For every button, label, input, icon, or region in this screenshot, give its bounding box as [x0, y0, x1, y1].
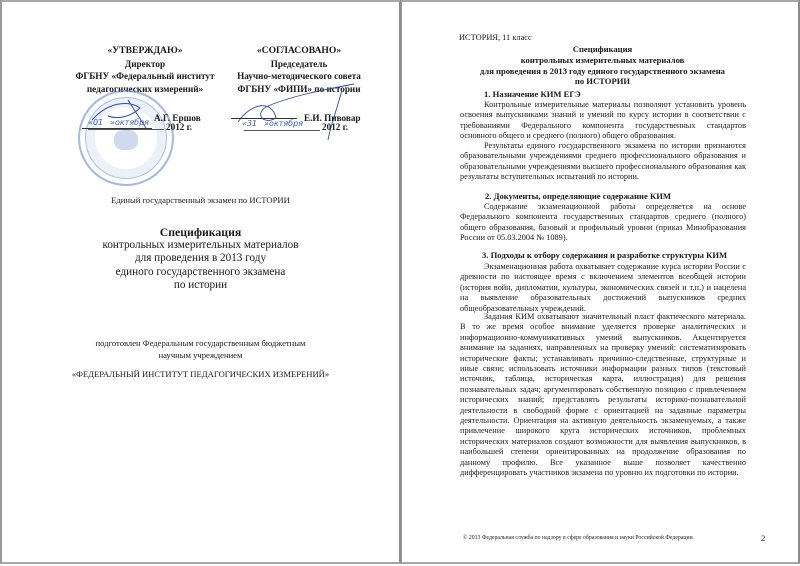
agreement-date-year: 2012 г.: [322, 122, 349, 132]
approval-date-day: «01: [88, 118, 104, 127]
paragraph: Содержание экзаменационной работы определяется на основе Федерального компонента государственных стандартов среднего (полного) общего образования, базовый и профильный уровни (приказ Минобразования России от 05.03.2004 № 1089).: [460, 202, 746, 243]
paragraph: Результаты единого государственного экзамена по истории признаются образовательными учреждениями среднего профессионального образования и образовательными учреждениями высшего профессионального образования как результаты вступительных испытаний по истории.: [460, 141, 746, 182]
paragraph: Экзаменационная работа охватывает содержание курса истории России с древности по настоящее время с включением элементов всеобщей истории (история войн, дипломатии, культуры, экономических связей и т.п.) и нацелена на выявление образовательных достижений выпускников средних общеобразовательных учреждений.: [460, 262, 746, 313]
spec-title-line: контрольных измерительных материалов: [520, 54, 685, 65]
section-heading-1: 1. Назначение КИМ ЕГЭ: [484, 89, 581, 99]
cover-spec-line: контрольных измерительных материалов: [102, 239, 299, 252]
page-footer: © 2013 Федеральная служба по надзору в сфере образования и науки Российской Федерации: [463, 535, 693, 541]
approval-org-line2: педагогических измерений»: [86, 83, 204, 94]
cover-spec-line: для проведения в 2013 году: [134, 252, 267, 265]
cover-specification: [0, 226, 401, 292]
approver-name: А.Г. Ершов: [154, 113, 201, 123]
approval-org-line1: ФГБНУ «Федеральный институт: [75, 71, 215, 82]
spec-title-block: [460, 44, 745, 87]
approval-date-month: »октября: [110, 118, 149, 127]
section-heading-3: 3. Подходы к отбору содержания и разработке структуры КИМ: [482, 250, 728, 260]
agreement-org-line2: ФГБНУ «ФИПИ» по истории: [237, 83, 361, 94]
approval-block: [60, 45, 230, 95]
spec-title: Спецификация: [572, 44, 633, 54]
paragraph: Задания КИМ охватывают значительный пласт фактического материала. В то же время особое внимание уделяется проверке аналитических и информационно-коммуникативных умений выпускников. Акцентируется внимание на заданиях, направленных на проверку умений: систематизировать исторические факты; устанавливать причинно-следственные, структурные и иные связи; использовать источники информации разных типов (текстовый источник, таблица, историческая карта, иллюстрация) для решения познавательных задач; аргументировать собственную позицию с привлечением исторических знаний; представлять результаты историко-познавательной деятельности в свободной форме с ориентацией на заданные параметры деятельности. Ориентация на активную деятельность экзаменуемых, а также привлечение широкого круга исторических источников, проблемных исторических материалов создают возможности для выявления выпускников, в наибольшей степени ориентированных на продолжение образования по данному профилю. Все указанное выше позволяет качественно дифференцировать участников экзамена по уровню их подготовки по истории.: [460, 312, 746, 478]
agreement-role: Председатель: [270, 58, 328, 69]
approval-title: «УТВЕРЖДАЮ»: [107, 45, 183, 56]
page-number: 2: [761, 533, 766, 543]
signature-icon: [232, 82, 362, 142]
approval-date-year: 2012 г.: [166, 122, 193, 132]
exam-title: Единый государственный экзамен по ИСТОРИИ: [111, 195, 290, 205]
spec-title-line: по ИСТОРИИ: [574, 76, 631, 87]
section-heading-2: 2. Документы, определяющие содержание КИМ: [485, 191, 671, 201]
agreement-name: Е.И. Пивовар: [304, 113, 361, 123]
agreement-title: «СОГЛАСОВАНО»: [256, 45, 342, 56]
spec-title-line: для проведения в 2013 году единого государственного экзамена: [480, 65, 725, 76]
running-header: ИСТОРИЯ, 11 класс: [459, 33, 532, 42]
approval-role: Директор: [124, 58, 166, 69]
agreement-date-day: «31: [242, 119, 258, 128]
prepared-by-line: научным учреждением: [158, 349, 243, 360]
cover-spec-line: единого государственного экзамена: [115, 265, 286, 278]
institute-name: «ФЕДЕРАЛЬНЫЙ ИНСТИТУТ ПЕДАГОГИЧЕСКИХ ИЗМЕРЕНИЙ»: [71, 369, 330, 379]
agreement-org-line1: Научно-методического совета: [237, 71, 361, 82]
prepared-by-line: подготовлен Федеральным государственным бюджетным: [95, 338, 306, 348]
cover-spec-title: Спецификация: [159, 225, 242, 239]
cover-spec-line: по истории: [173, 278, 228, 291]
prepared-by: [0, 338, 401, 361]
date-underline: [88, 129, 164, 130]
date-underline: [244, 130, 320, 131]
agreement-date-month: »октября: [264, 119, 303, 128]
paragraph: Контрольные измерительные материалы позволяют установить уровень освоения выпускниками знаний и умений по курсу истории в соответствии с требованиями Федерального компонента государственных стандартов основного общего и среднего (полного) общего образования.: [460, 100, 746, 141]
